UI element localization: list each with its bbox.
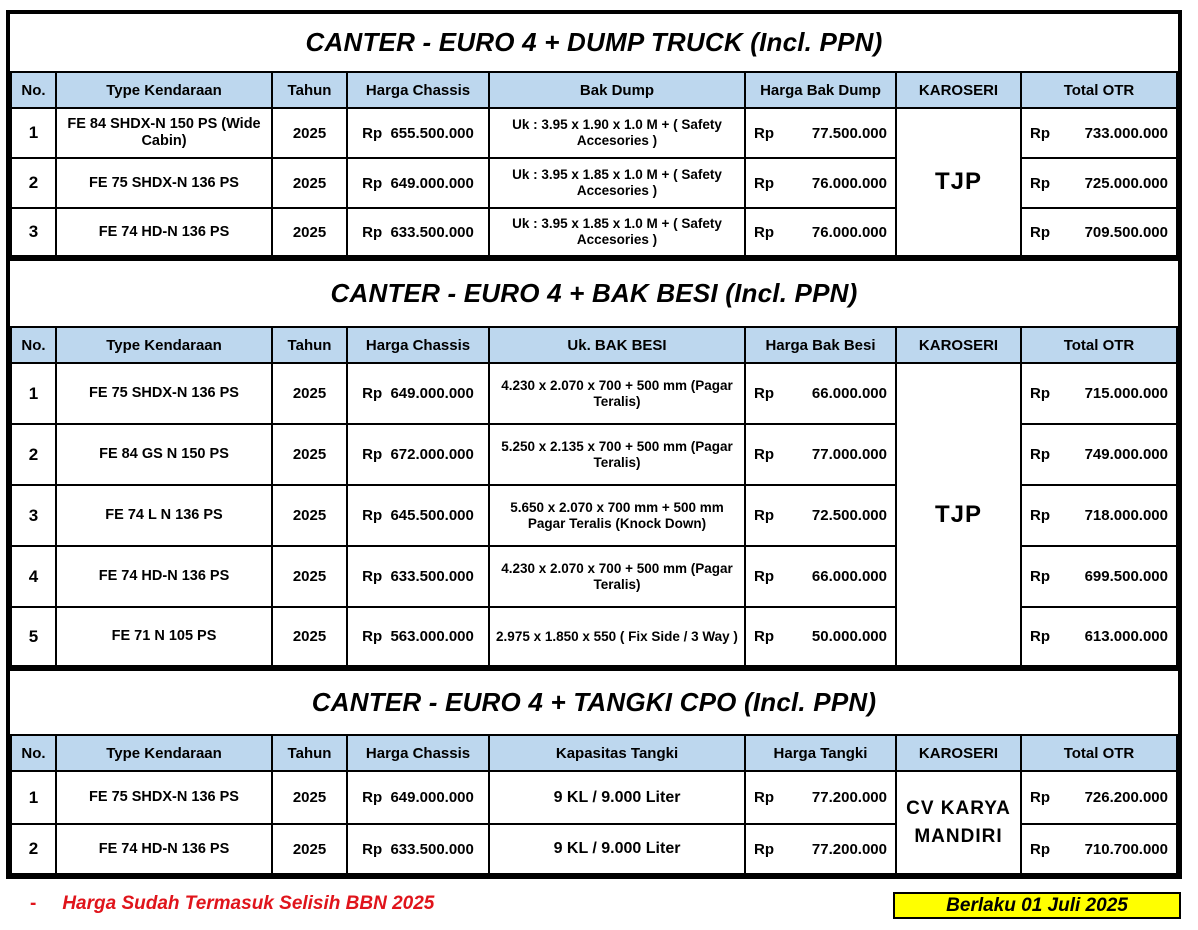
row-chassis-price: Rp 645.500.000 xyxy=(347,485,489,546)
section-title: CANTER - EURO 4 + DUMP TRUCK (Incl. PPN) xyxy=(11,14,1177,72)
row-total-otr: Rp 613.000.000 xyxy=(1021,607,1177,666)
bbn-note-text: Harga Sudah Termasuk Selisih BBN 2025 xyxy=(62,893,435,914)
row-no: 1 xyxy=(11,771,56,824)
header-row xyxy=(11,72,1177,108)
row-body-price: Rp 76.000.000 xyxy=(745,208,896,256)
header-karoseri: KAROSERI xyxy=(896,735,1021,771)
section-title: CANTER - EURO 4 + BAK BESI (Incl. PPN) xyxy=(11,261,1177,327)
row-body-price: Rp 72.500.000 xyxy=(745,485,896,546)
header-body-price: Harga Bak Besi xyxy=(745,327,896,363)
row-body-price: Rp 50.000.000 xyxy=(745,607,896,666)
header-no: No. xyxy=(11,72,56,108)
tangki-cpo-table xyxy=(10,671,1178,875)
header-no: No. xyxy=(11,327,56,363)
header-type: Type Kendaraan xyxy=(56,72,272,108)
section-tangki-cpo xyxy=(6,667,1182,879)
row-body-spec: 5.650 x 2.070 x 700 mm + 500 mm Pagar Teralis (Knock Down) xyxy=(489,485,745,546)
header-tank-capacity: Kapasitas Tangki xyxy=(489,735,745,771)
row-year: 2025 xyxy=(272,208,347,256)
price-sheet xyxy=(6,10,1182,879)
row-no: 2 xyxy=(11,424,56,485)
row-year: 2025 xyxy=(272,824,347,874)
row-total-otr: Rp 699.500.000 xyxy=(1021,546,1177,607)
table-row xyxy=(11,363,1177,424)
section-dump-truck xyxy=(6,10,1182,257)
karoseri-cell: TJP xyxy=(896,108,1021,256)
row-type: FE 84 SHDX-N 150 PS (Wide Cabin) xyxy=(56,108,272,158)
header-year: Tahun xyxy=(272,72,347,108)
row-type: FE 75 SHDX-N 136 PS xyxy=(56,771,272,824)
row-no: 2 xyxy=(11,158,56,208)
row-year: 2025 xyxy=(272,771,347,824)
header-total-otr: Total OTR xyxy=(1021,735,1177,771)
header-body-spec: Uk. BAK BESI xyxy=(489,327,745,363)
header-karoseri: KAROSERI xyxy=(896,72,1021,108)
row-year: 2025 xyxy=(272,607,347,666)
row-year: 2025 xyxy=(272,546,347,607)
row-total-otr: Rp 749.000.000 xyxy=(1021,424,1177,485)
row-type: FE 75 SHDX-N 136 PS xyxy=(56,363,272,424)
row-body-price: Rp 77.000.000 xyxy=(745,424,896,485)
dump-truck-table xyxy=(10,14,1178,257)
row-body-spec: Uk : 3.95 x 1.85 x 1.0 M + ( Safety Accesories ) xyxy=(489,158,745,208)
header-total-otr: Total OTR xyxy=(1021,72,1177,108)
section-title: CANTER - EURO 4 + TANGKI CPO (Incl. PPN) xyxy=(11,671,1177,735)
header-total-otr: Total OTR xyxy=(1021,327,1177,363)
row-total-otr: Rp 726.200.000 xyxy=(1021,771,1177,824)
row-no: 3 xyxy=(11,208,56,256)
row-body-price: Rp 76.000.000 xyxy=(745,158,896,208)
row-body-price: Rp 66.000.000 xyxy=(745,363,896,424)
row-chassis-price: Rp 655.500.000 xyxy=(347,108,489,158)
bullet-dash: - xyxy=(30,893,37,914)
row-type: FE 84 GS N 150 PS xyxy=(56,424,272,485)
row-tank-price: Rp 77.200.000 xyxy=(745,824,896,874)
row-total-otr: Rp 725.000.000 xyxy=(1021,158,1177,208)
header-tank-price: Harga Tangki xyxy=(745,735,896,771)
karoseri-cell: TJP xyxy=(896,363,1021,666)
row-body-spec: Uk : 3.95 x 1.85 x 1.0 M + ( Safety Accesories ) xyxy=(489,208,745,256)
header-chassis-price: Harga Chassis xyxy=(347,735,489,771)
row-no: 5 xyxy=(11,607,56,666)
row-type: FE 74 HD-N 136 PS xyxy=(56,208,272,256)
row-body-price: Rp 66.000.000 xyxy=(745,546,896,607)
row-total-otr: Rp 733.000.000 xyxy=(1021,108,1177,158)
row-chassis-price: Rp 672.000.000 xyxy=(347,424,489,485)
row-type: FE 74 HD-N 136 PS xyxy=(56,824,272,874)
header-karoseri: KAROSERI xyxy=(896,327,1021,363)
row-year: 2025 xyxy=(272,485,347,546)
row-body-spec: Uk : 3.95 x 1.90 x 1.0 M + ( Safety Accesories ) xyxy=(489,108,745,158)
row-body-spec: 5.250 x 2.135 x 700 + 500 mm (Pagar Teralis) xyxy=(489,424,745,485)
row-no: 1 xyxy=(11,363,56,424)
bak-besi-table xyxy=(10,261,1178,667)
row-type: FE 74 HD-N 136 PS xyxy=(56,546,272,607)
row-chassis-price: Rp 649.000.000 xyxy=(347,158,489,208)
row-tank-capacity: 9 KL / 9.000 Liter xyxy=(489,771,745,824)
row-total-otr: Rp 715.000.000 xyxy=(1021,363,1177,424)
row-no: 1 xyxy=(11,108,56,158)
row-chassis-price: Rp 633.500.000 xyxy=(347,546,489,607)
row-body-spec: 4.230 x 2.070 x 700 + 500 mm (Pagar Teralis) xyxy=(489,363,745,424)
row-year: 2025 xyxy=(272,363,347,424)
row-no: 4 xyxy=(11,546,56,607)
row-total-otr: Rp 718.000.000 xyxy=(1021,485,1177,546)
row-total-otr: Rp 710.700.000 xyxy=(1021,824,1177,874)
row-tank-price: Rp 77.200.000 xyxy=(745,771,896,824)
section-bak-besi xyxy=(6,257,1182,667)
header-body-spec: Bak Dump xyxy=(489,72,745,108)
row-chassis-price: Rp 633.500.000 xyxy=(347,208,489,256)
header-no: No. xyxy=(11,735,56,771)
row-year: 2025 xyxy=(272,424,347,485)
header-type: Type Kendaraan xyxy=(56,327,272,363)
row-type: FE 71 N 105 PS xyxy=(56,607,272,666)
row-type: FE 75 SHDX-N 136 PS xyxy=(56,158,272,208)
bbn-note xyxy=(30,893,434,915)
header-type: Type Kendaraan xyxy=(56,735,272,771)
row-tank-capacity: 9 KL / 9.000 Liter xyxy=(489,824,745,874)
validity-badge: Berlaku 01 Juli 2025 xyxy=(893,892,1181,919)
row-no: 3 xyxy=(11,485,56,546)
row-body-spec: 4.230 x 2.070 x 700 + 500 mm (Pagar Teralis) xyxy=(489,546,745,607)
karoseri-cell: CV KARYA MANDIRI xyxy=(896,771,1021,874)
row-chassis-price: Rp 633.500.000 xyxy=(347,824,489,874)
header-row xyxy=(11,327,1177,363)
header-chassis-price: Harga Chassis xyxy=(347,327,489,363)
table-row xyxy=(11,108,1177,158)
row-year: 2025 xyxy=(272,108,347,158)
row-body-spec: 2.975 x 1.850 x 550 ( Fix Side / 3 Way ) xyxy=(489,607,745,666)
header-year: Tahun xyxy=(272,735,347,771)
row-chassis-price: Rp 649.000.000 xyxy=(347,771,489,824)
row-no: 2 xyxy=(11,824,56,874)
row-chassis-price: Rp 563.000.000 xyxy=(347,607,489,666)
header-row xyxy=(11,735,1177,771)
row-chassis-price: Rp 649.000.000 xyxy=(347,363,489,424)
row-type: FE 74 L N 136 PS xyxy=(56,485,272,546)
header-chassis-price: Harga Chassis xyxy=(347,72,489,108)
row-total-otr: Rp 709.500.000 xyxy=(1021,208,1177,256)
row-year: 2025 xyxy=(272,158,347,208)
table-row xyxy=(11,771,1177,824)
header-year: Tahun xyxy=(272,327,347,363)
header-body-price: Harga Bak Dump xyxy=(745,72,896,108)
row-body-price: Rp 77.500.000 xyxy=(745,108,896,158)
